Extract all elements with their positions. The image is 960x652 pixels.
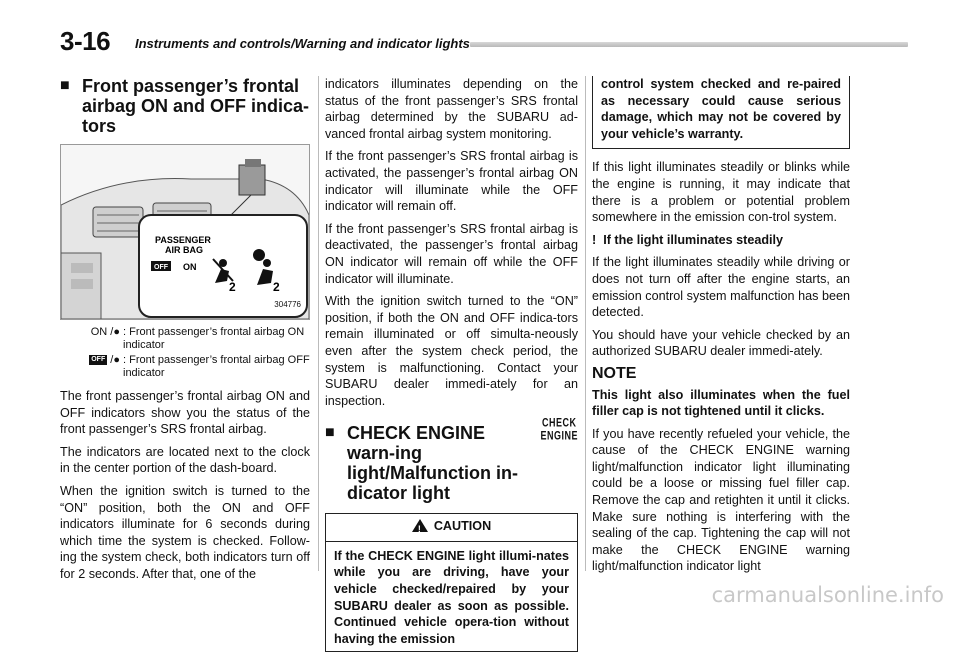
paragraph: With the ignition switch turned to the “ON” position, if both the ON and OFF indica-tors remain illuminated or off simulta-neously even after the system check period, the system is malfunctioning. Contact your SUBARU dealer immedi-ately for an inspection. (325, 294, 578, 408)
airbag-on-small-icon: ● (113, 326, 120, 338)
page-number: 3-16 (60, 26, 111, 56)
section-title: Instruments and controls/Warning and indicator lights (135, 36, 470, 51)
figure-legend (60, 326, 310, 380)
column-3 (592, 76, 850, 581)
figure-code: 304776 (274, 300, 301, 310)
paragraph: If the front passenger’s SRS frontal airbag is deactivated, the passenger’s frontal airbag ON indicator will remain off while the OFF indicator will illuminate. (325, 221, 578, 286)
paragraph: The front passenger’s frontal airbag ON and OFF indicators show you the status of the front passenger’s SRS frontal airbag. (60, 389, 310, 437)
column-divider (585, 76, 586, 571)
on-label: ON (183, 262, 197, 272)
airbag-label: AIR BAG (165, 245, 203, 255)
airbag-indicator-figure (60, 144, 310, 320)
paragraph: When the ignition switch is turned to the “ON” position, both the ON and OFF indicators illuminate for 6 seconds during which time the system is checked. Follow-ing the system check, both indicators turn off for 2 seconds. After that, one of the (60, 483, 310, 581)
legend-row: ON /● : Front passenger’s frontal airbag ON indicator (90, 326, 305, 351)
exclamation-icon: ! (592, 232, 597, 247)
watermark: carmanualsonline.info (711, 583, 944, 607)
section-heading: ■ Front passenger’s frontal airbag ON and OFF indica-tors (60, 76, 310, 136)
off-indicator-icon: OFF (91, 356, 106, 364)
paragraph: If you have recently refueled your vehicle, the cause of the CHECK ENGINE warning light/malfunction indicator light illuminating could be a loose or missing fuel filler cap. Remove the cap and retighten it until it clicks. Make sure nothing is interfering with the sealing of the cap. Tightening the cap will not make the CHECK ENGINE warning light/malfunction indicator light (592, 426, 850, 574)
page-header (60, 26, 900, 54)
off-label: OFF (154, 264, 168, 271)
column-divider (318, 76, 319, 571)
column-2 (325, 76, 578, 652)
caution-continued-text: control system checked and re-paired as necessary could cause serious damage, which may not be covered by your vehicle’s warranty. (592, 76, 850, 149)
dashboard-illustration (61, 145, 309, 319)
paragraph: The indicators are located next to the clock in the center portion of the dash-board. (60, 444, 310, 476)
caution-box (325, 513, 578, 652)
column-1 (60, 76, 310, 589)
warning-triangle-icon (412, 519, 428, 532)
seat-2-label: 2 (273, 280, 280, 294)
caution-heading: !CAUTION (326, 514, 577, 542)
passenger-label: PASSENGER (155, 235, 211, 245)
section-heading: ■ CHECK ENGINE warn-ing light/Malfunction in-dicator light CHECK ENGINE (325, 416, 578, 504)
legend-row: OFF /● : Front passenger’s frontal airbag OFF indicator (91, 354, 310, 379)
paragraph: If the front passenger’s SRS frontal airbag is activated, the passenger’s frontal airbag ON indicator will illuminate while the OFF indicator will remain off. (325, 149, 578, 214)
note-bold-text: This light also illuminates when the fuel filler cap is not tightened until it clicks. (592, 387, 850, 419)
note-heading: NOTE (592, 364, 637, 382)
section-marker-icon: ■ (325, 424, 335, 442)
airbag-off-small-icon: ● (113, 354, 120, 366)
paragraph: You should have your vehicle checked by an authorized SUBARU dealer immedi-ately. (592, 327, 850, 359)
header-rule (470, 42, 908, 47)
check-engine-icon: CHECK ENGINE (540, 416, 578, 443)
caution-text: If the CHECK ENGINE light illumi-nates while you are driving, have your vehicle checked/repaired by your SUBARU dealer as soon as possible. Continued vehicle opera-tion without having the emission (334, 548, 569, 646)
seat-2-label: 2 (229, 280, 236, 294)
section-marker-icon: ■ (60, 77, 70, 94)
paragraph: If the light illuminates steadily while driving or does not turn off after the engine starts, an emission control system malfunction has been detected. (592, 255, 850, 320)
paragraph: indicators illuminates depending on the status of the front passenger’s SRS frontal airbag determined by the SUBARU ad-vanced frontal airbag system monitoring. (325, 77, 578, 141)
paragraph: If this light illuminates steadily or blinks while the engine is running, it may indicate that there is a problem or potential problem somewhere in the emission con-trol system. (592, 160, 850, 225)
subheading: ! If the light illuminates steadily (592, 232, 784, 247)
